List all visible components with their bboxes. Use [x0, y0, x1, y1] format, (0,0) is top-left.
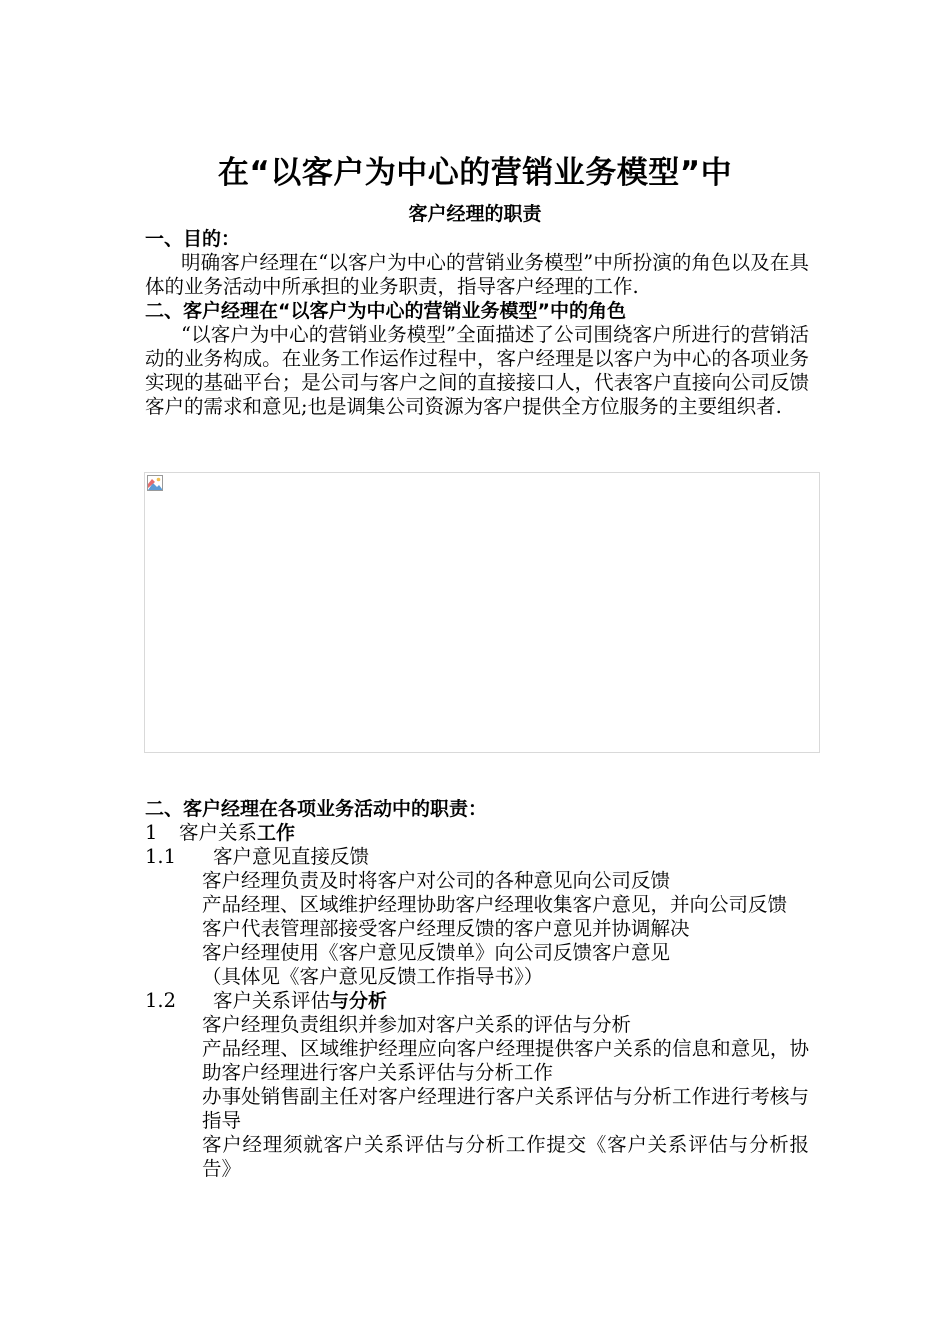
section-heading-purpose: 一、目的： [145, 228, 241, 250]
section-paragraph-purpose: 明确客户经理在“以客户为中心的营销业务模型”中所扮演的角色以及在具体的业务活动中所承担的业务职责，指导客户经理的工作. [145, 251, 809, 298]
item-1-heading [145, 821, 809, 845]
section-paragraph-role: “以客户为中心的营销业务模型”全面描述了公司围绕客户所进行的营销活动的业务构成。在业务工作运作过程中，客户经理是以客户为中心的各项业务实现的基础平台；是公司与客户之间的直接接口人，代表客户直接向公司反馈客户的需求和意见;也是调集公司资源为客户提供全方位服务的主要组织者. [145, 323, 809, 418]
list-item: 产品经理、区域维护经理应向客户经理提供客户关系的信息和意见，协助客户经理进行客户关系评估与分析工作 [202, 1037, 809, 1084]
item-label: 客户意见直接反馈 [213, 845, 370, 868]
list-item: 办事处销售副主任对客户经理进行客户关系评估与分析工作进行考核与指导 [202, 1085, 809, 1132]
list-item: （具体见《客户意见反馈工作指导书》） [202, 965, 544, 988]
list-item: 客户代表管理部接受客户经理反馈的客户意见并协调解决 [202, 917, 690, 940]
item-label: 客户关系 [179, 821, 258, 844]
section-heading-responsibilities: 二、客户经理在各项业务活动中的职责： [145, 798, 488, 820]
list-item: 产品经理、区域维护经理协助客户经理收集客户意见，并向公司反馈 [202, 893, 788, 916]
list-item: 客户经理负责及时将客户对公司的各种意见向公司反馈 [202, 869, 671, 892]
list-item: 客户经理使用《客户意见反馈单》向公司反馈客户意见 [202, 941, 671, 964]
item-label-bold: 工作 [257, 822, 296, 844]
item-1-1-heading [145, 845, 809, 869]
responsibilities-section [145, 797, 809, 1181]
section-heading-role: 二、客户经理在“以客户为中心的营销业务模型”中的角色 [145, 300, 626, 322]
embedded-image-placeholder [144, 472, 820, 753]
item-1-2-heading [145, 989, 809, 1013]
document-title: 在“以客户为中心的营销业务模型”中 [217, 155, 733, 191]
item-number: 1 [145, 821, 158, 844]
intro-sections [145, 227, 809, 419]
document-subtitle: 客户经理的职责 [408, 203, 542, 225]
item-label: 客户关系评估 [213, 989, 331, 1012]
item-number: 1.2 [145, 989, 177, 1012]
item-number: 1.1 [145, 845, 177, 868]
item-label-bold: 与分析 [330, 990, 388, 1012]
broken-image-icon [147, 475, 163, 491]
list-item: 客户经理须就客户关系评估与分析工作提交《客户关系评估与分析报告》 [202, 1133, 809, 1180]
list-item: 客户经理负责组织并参加对客户关系的评估与分析 [202, 1013, 632, 1036]
